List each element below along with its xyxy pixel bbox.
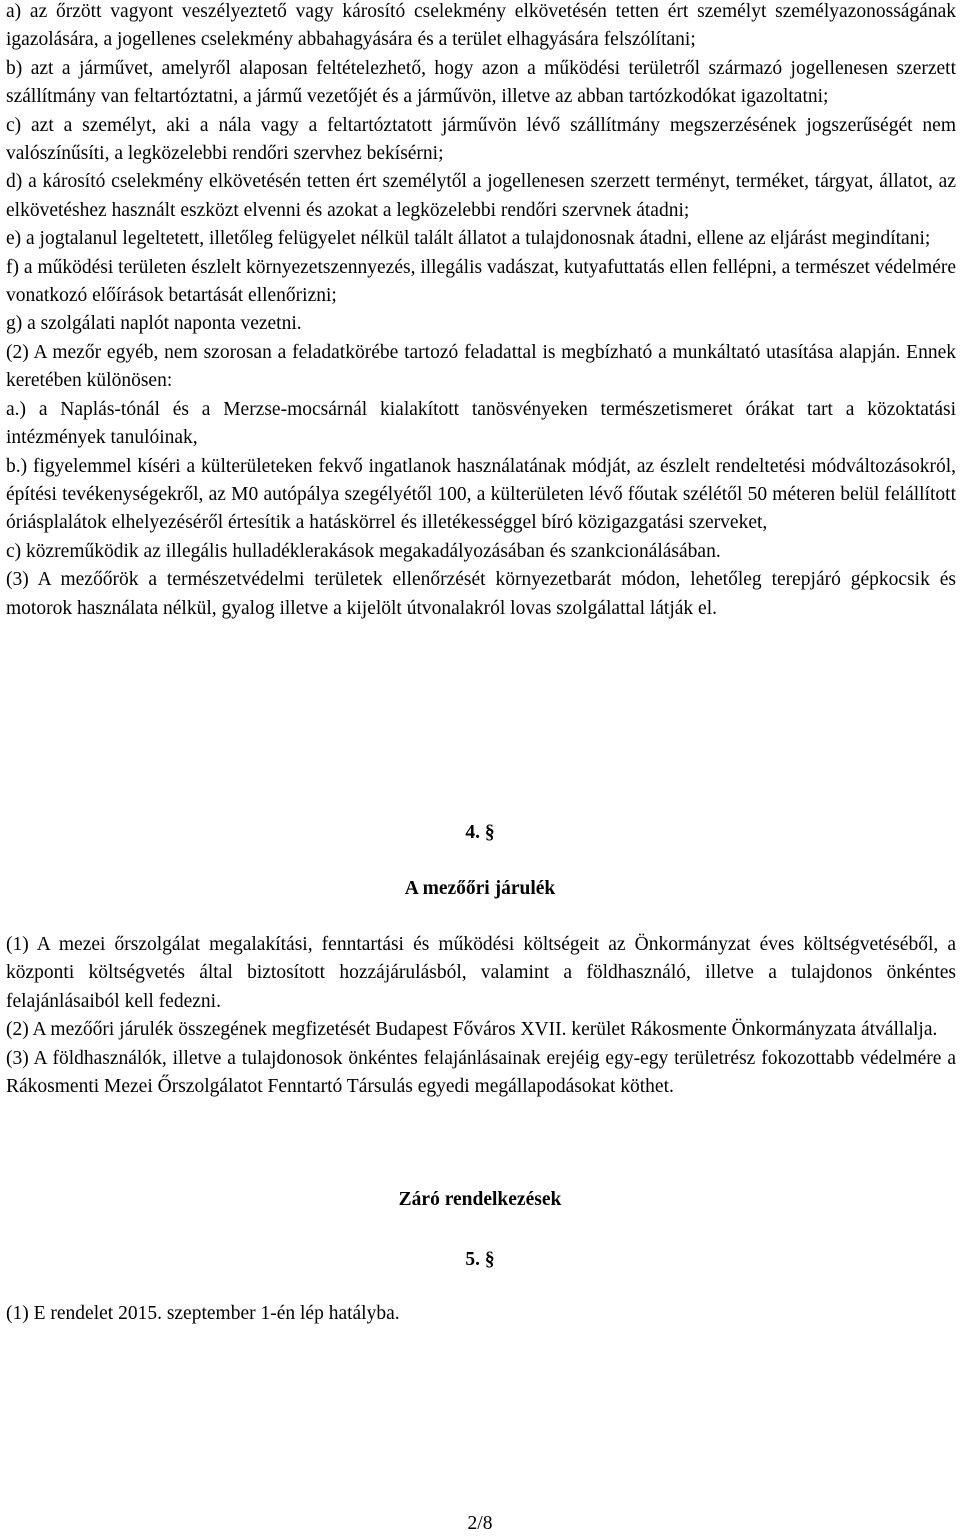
paragraph-item-d: d) a károsító cselekmény elkövetésén tetten ért személytől a jogellenesen szerzett terményt, terméket, tárgyat, állatot, az elkövetéshez használt eszközt elvenni és azokat a legközelebbi rendőri szervnek átadni; xyxy=(6,171,956,221)
paragraph-3: (3) A mezőőrök a természetvédelmi területek ellenőrzését környezetbarát módon, lehetőleg terepjáró gépkocsik és motorok használata nélkül, gyalog illetve a kijelölt útvonalakról lovas szolgálattal látják el. xyxy=(6,569,956,619)
section-5-paragraph-1: (1) E rendelet 2015. szeptember 1-én lép hatályba. xyxy=(6,1303,400,1324)
section-5-number: 5. § xyxy=(465,1249,495,1270)
paragraph-2: (2) A mezőr egyéb, nem szorosan a feladatkörébe tartozó feladattal is megbízható a munkáltató utasítása alapján. Ennek keretében különösen: xyxy=(6,341,956,392)
paragraph-item-e: e) a jogtalanul legeltetett, illetőleg felügyelet nélkül talált állatot a tulajdonosnak átadni, ellene az eljárást megindítani; xyxy=(6,228,931,250)
paragraph-block-1 xyxy=(6,0,956,623)
page-number: 2/8 xyxy=(467,1513,493,1534)
section-4-title: A mezőőri járulék xyxy=(404,878,556,899)
paragraph-item-a: a) az őrzött vagyont veszélyeztető vagy károsító cselekmény elkövetésén tetten ért személyt személyazonosságának igazolására, a jogellenes cselekmény abbahagyására és a terület elhagyására felszólítani; xyxy=(6,1,956,51)
paragraph-2-item-c: c) közreműködik az illegális hulladéklerakások megakadályozásában és szankcionálásában. xyxy=(6,540,721,562)
paragraph-item-b: b) azt a járművet, amelyről alaposan feltételezhető, hogy azon a működési területről származó jogellenesen szerzett szállítmány van feltartóztatni, a jármű vezetőjét és a járművön, illetve az abban tartózkodókat igazoltatni; xyxy=(6,57,956,108)
paragraph-item-c: c) azt a személyt, aki a nála vagy a feltartóztatott járművön lévő szállítmány megszerzésének jogszerűségét nem valószínűsíti, a legközelebbi rendőri szervhez bekísérni; xyxy=(6,114,956,165)
section-4-paragraph-3: (3) A földhasználók, illetve a tulajdonosok önkéntes felajánlásainak erejéig egy-egy területrész fokozottabb védelmére a Rákosmenti Mezei Őrszolgálatot Fenntartó Társulás egyedi megállapodásokat köthet. xyxy=(6,1047,956,1098)
paragraph-item-f: f) a működési területen észlelt környezetszennyezés, illegális vadászat, kutyafuttatás ellen fellépni, a természet védelmére vonatkozó előírások betartását ellenőrizni; xyxy=(6,256,956,307)
closing-title: Záró rendelkezések xyxy=(398,1189,562,1210)
section-4-paragraph-1: (1) A mezei őrszolgálat megalakítási, fenntartási és működési költségeit az Önkormányzat éves költségvetéséből, a központi költségvetés által biztosított hozzájárulásból, valamint a földhasználó, illetve a tulajdonos önkéntes felajánlásaiból kell fedezni. xyxy=(6,934,956,1012)
paragraph-block-2 xyxy=(6,931,956,1101)
section-4-number: 4. § xyxy=(465,822,495,843)
paragraph-item-g: g) a szolgálati naplót naponta vezetni. xyxy=(6,313,302,335)
paragraph-2-item-a: a.) a Naplás-tónál és a Merzse-mocsárnál kialakított tanösvényeken természetismeret órákat tart a közoktatási intézmények tanulóinak, xyxy=(6,398,956,449)
paragraph-2-item-b: b.) figyelemmel kíséri a külterületeken fekvő ingatlanok használatának módját, az észlelt rendeltetési módváltozásokról, építési tevékenységekről, az M0 autópálya szegélyétől 100, a külterületen lévő főutak szélétől 50 méteren belül felállított óriásplalátok elhelyezéséről értesítik a hatáskörrel és illetékességgel bíró közigazgatási szerveket, xyxy=(6,455,956,534)
section-4-paragraph-2: (2) A mezőőri járulék összegének megfizetését Budapest Főváros XVII. kerület Rákosmente Önkormányzata átvállalja. xyxy=(6,1019,938,1041)
